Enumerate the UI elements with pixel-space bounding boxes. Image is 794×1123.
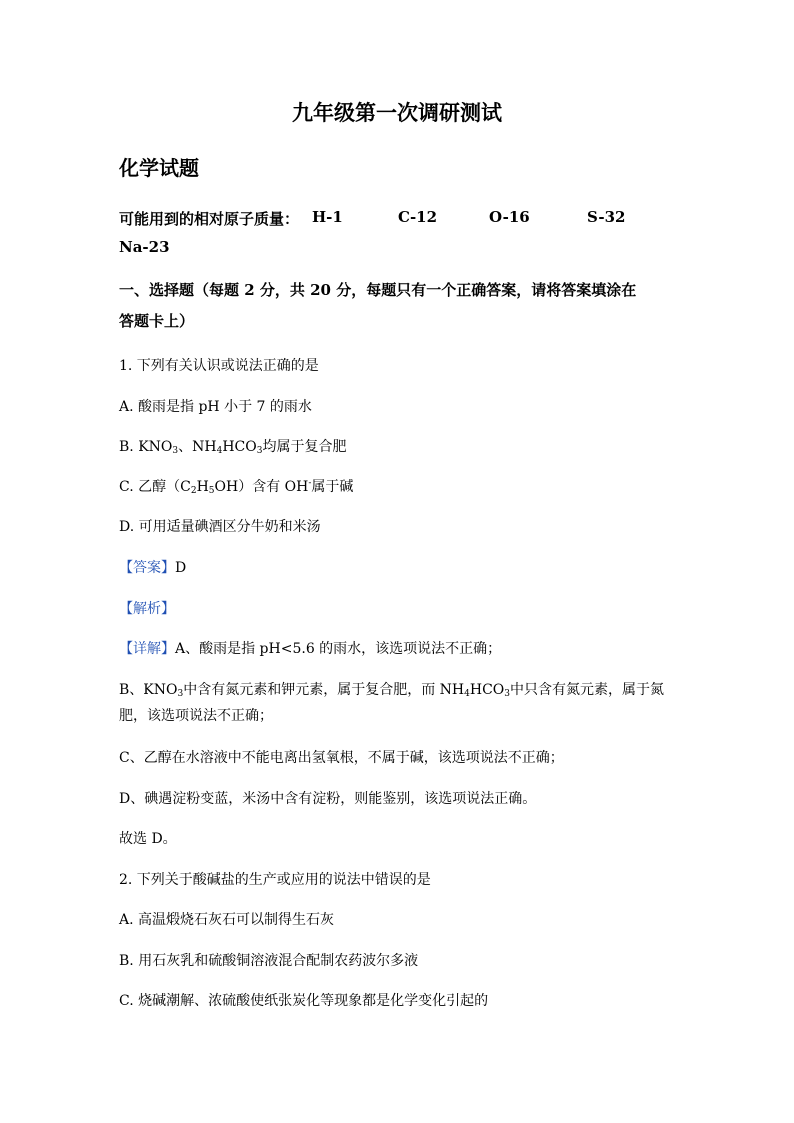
q2-option-a: A. 高温煅烧石灰石可以制得生石灰 [119, 912, 335, 928]
q1-detail-b-line2: 肥，该选项说法不正确； [119, 708, 273, 724]
atomic-masses-label: 可能用到的相对原子质量： [119, 210, 300, 228]
mass-na: Na-23 [119, 238, 170, 256]
mass-c: C-12 [398, 208, 438, 226]
q1-analysis-label: 【解析】 [119, 601, 175, 617]
q1-option-a: A. 酸雨是指 pH 小于 7 的雨水 [119, 399, 312, 415]
q1-detail-c: C、乙醇在水溶液中不能电离出氢氧根，不属于碱，该选项说法不正确； [119, 750, 564, 766]
mass-h: H-1 [312, 208, 343, 226]
q1-detail-d: D、碘遇淀粉变蓝，米汤中含有淀粉，则能鉴别，该选项说法正确。 [119, 791, 537, 807]
q1-option-b: B. $KNO_3$、$NH_4HCO_3$均属于复合肥 [119, 439, 347, 456]
answer-label: 【答案】 [119, 560, 175, 576]
mass-o: O-16 [489, 208, 530, 226]
q1-stem: 1. 下列有关认识或说法正确的是 [119, 358, 319, 374]
detail-label: 【详解】 [119, 641, 175, 657]
q2-option-c: C. 烧碱潮解、浓硫酸使纸张炭化等现象都是化学变化引起的 [119, 993, 489, 1009]
q1-option-d: D. 可用适量碘酒区分牛奶和米汤 [119, 519, 321, 535]
q1-answer [119, 557, 186, 577]
mass-s: S-32 [587, 208, 626, 226]
section-heading-line2: 答题卡上） [119, 312, 195, 330]
document-subtitle: 化学试题 [119, 156, 199, 180]
section-heading-line1: 一、选择题（每题 2 分，共 20 分，每题只有一个正确答案，请将答案填涂在 [119, 281, 637, 299]
answer-value: D [175, 560, 187, 576]
q1-option-c: C. 乙醇$(C_2H_5OH)$含有 OH-属于碱 [119, 478, 354, 496]
q1-conclusion: 故选 D。 [119, 831, 177, 847]
q2-stem: 2. 下列关于酸碱盐的生产或应用的说法中错误的是 [119, 872, 431, 888]
q1-detail-a: 【详解】A、酸雨是指 pH<5.6 的雨水，该选项说法不正确； [119, 641, 502, 657]
q2-option-b: B. 用石灰乳和硫酸铜溶液混合配制农药波尔多液 [119, 953, 419, 969]
q1-detail-b: B、$KNO_3$中含有氮元素和钾元素，属于复合肥，而 $NH_4HCO_3$中只含有氮元素，属于氮 [119, 682, 665, 699]
document-title: 九年级第一次调研测试 [292, 100, 502, 125]
atomic-masses-line [119, 208, 679, 228]
